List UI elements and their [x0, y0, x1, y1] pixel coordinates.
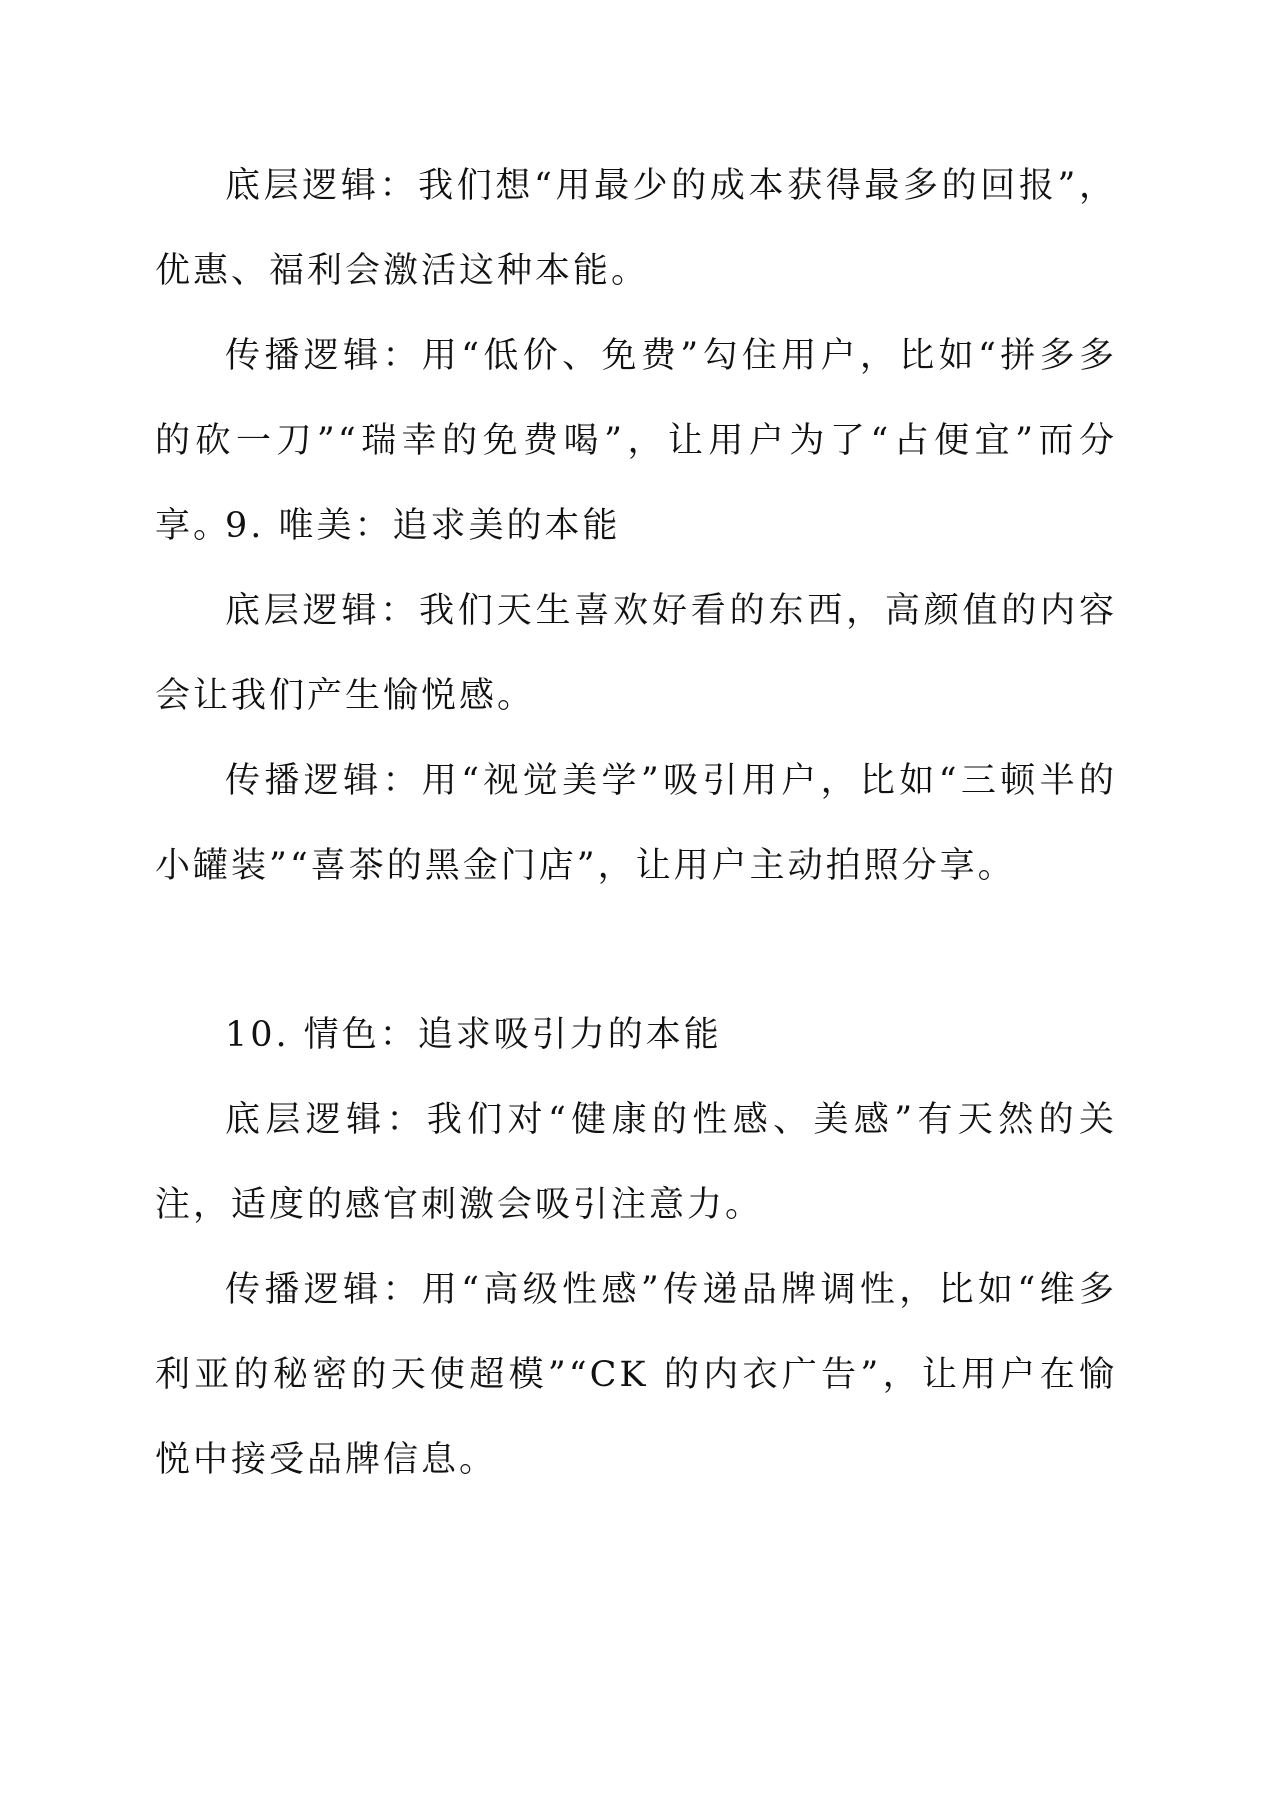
section-heading-beauty: 9. 唯美：追求美的本能	[225, 506, 621, 546]
paragraph-bargain-spread-logic: 传播逻辑：用“低价、免费”勾住用户，比如“拼多多的砍一刀”“瑞幸的免费喝”，让用户为了“占便宜”而分享。	[155, 336, 1117, 546]
paragraph-beauty-spread-logic: 传播逻辑：用“视觉美学”吸引用户，比如“三顿半的小罐装”“喜茶的黑金门店”，让用户主动拍照分享。	[155, 761, 1117, 886]
paragraph-bargain-underlying-logic: 底层逻辑：我们想“用最少的成本获得最多的回报”，优惠、福利会激活这种本能。	[155, 166, 1117, 291]
section-heading-attraction: 10. 情色：追求吸引力的本能	[225, 1015, 722, 1055]
paragraph-beauty-underlying-logic: 底层逻辑：我们天生喜欢好看的东西，高颜值的内容会让我们产生愉悦感。	[155, 591, 1117, 716]
paragraph-attraction-spread-logic: 传播逻辑：用“高级性感”传递品牌调性，比如“维多利亚的秘密的天使超模”“CK 的内衣广告”，让用户在愉悦中接受品牌信息。	[155, 1270, 1117, 1480]
paragraph-attraction-underlying-logic: 底层逻辑：我们对“健康的性感、美感”有天然的关注，适度的感官刺激会吸引注意力。	[155, 1100, 1117, 1225]
